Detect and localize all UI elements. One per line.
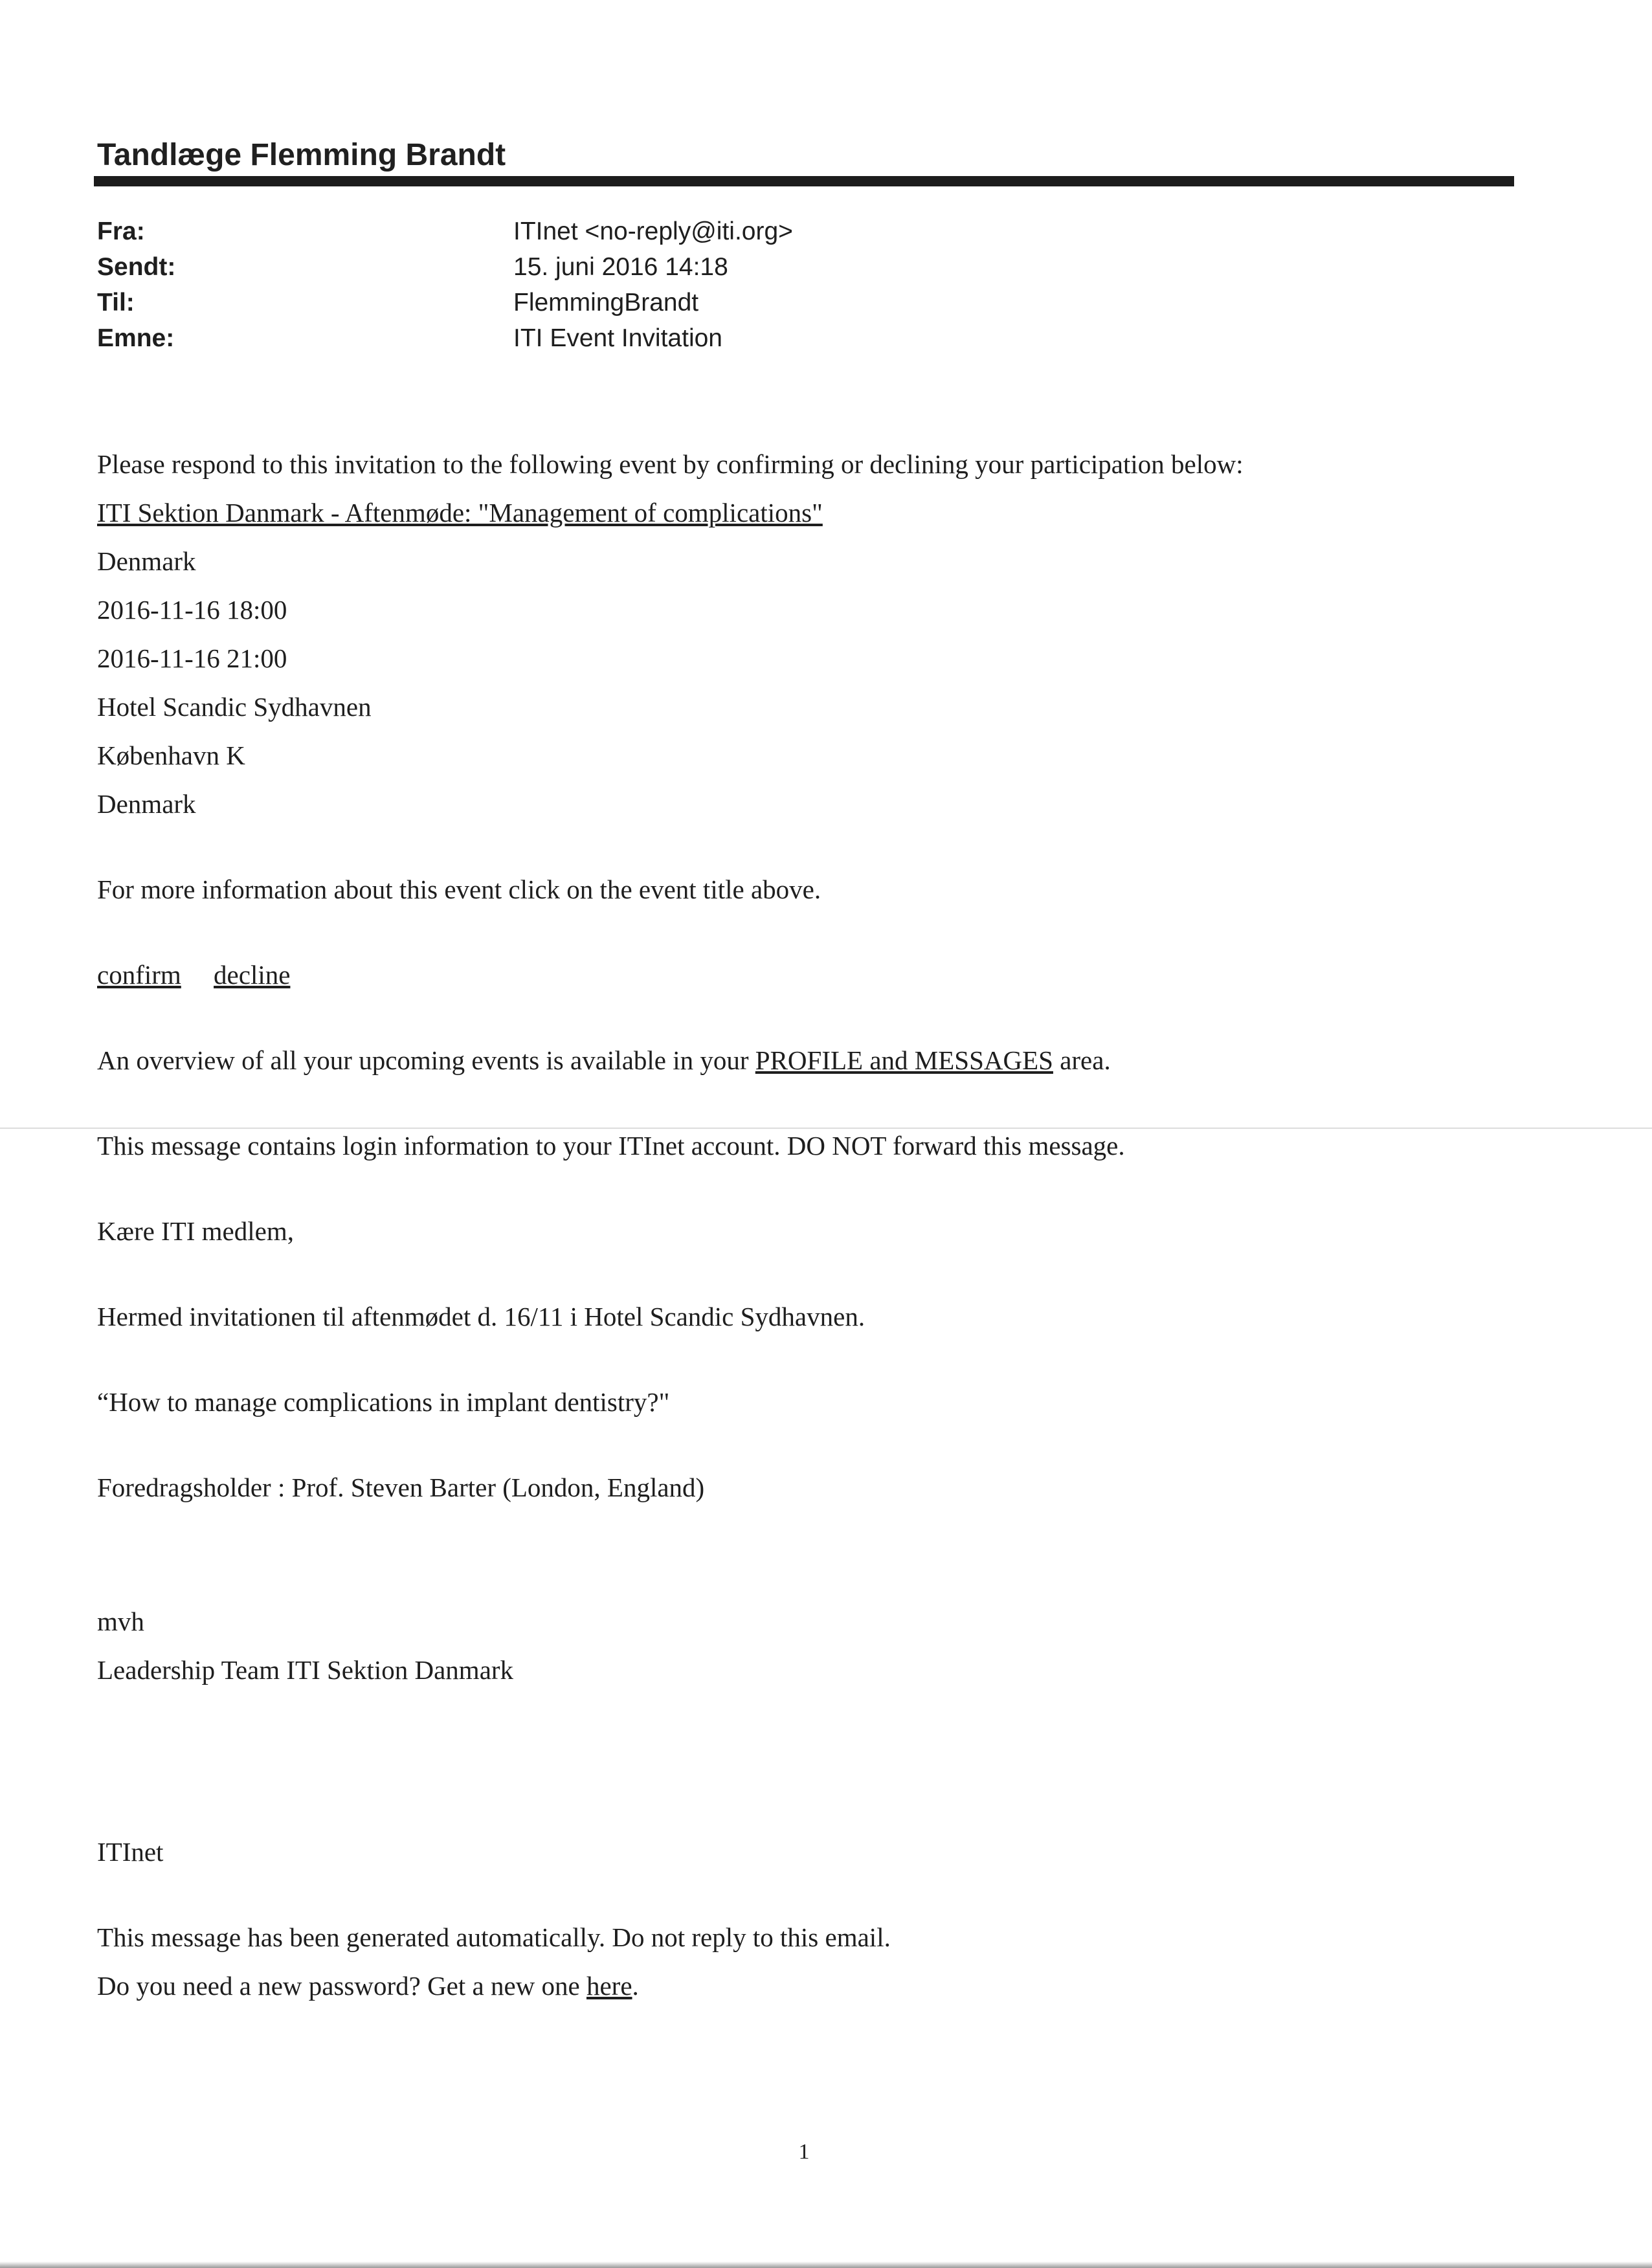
subject-value: ITI Event Invitation — [513, 324, 722, 352]
sent-label: Sendt: — [97, 253, 176, 281]
talk-title: “How to manage complications in implant dentistry?" — [97, 1387, 670, 1417]
rsvp-actions — [97, 951, 1521, 999]
header-to-row — [97, 285, 1327, 320]
profile-messages-link[interactable]: PROFILE and MESSAGES — [755, 1045, 1053, 1075]
signature: Leadership Team ITI Sektion Danmark — [97, 1655, 514, 1685]
event-country: Denmark — [97, 546, 196, 576]
paper-fold-line — [0, 1128, 1652, 1129]
auto-notice: This message has been generated automatically. Do not reply to this email. — [97, 1922, 891, 1952]
email-header-block — [97, 214, 1327, 356]
login-notice: This message contains login information to your ITInet account. DO NOT forward this message. — [97, 1131, 1125, 1161]
sent-value: 15. juni 2016 14:18 — [513, 253, 728, 281]
intro-text: Please respond to this invitation to the following event by confirming or declining your participation below: — [97, 449, 1244, 479]
header-from-row — [97, 214, 1327, 249]
password-after: . — [632, 1971, 639, 2001]
overview-text — [97, 1036, 1521, 1085]
event-city: København K — [97, 740, 245, 770]
from-value: ITInet <no-reply@iti.org> — [513, 217, 793, 245]
confirm-link[interactable]: confirm — [97, 960, 181, 990]
to-label: Til: — [97, 289, 135, 317]
from-label: Fra: — [97, 217, 145, 245]
invitation-text: Hermed invitationen til aftenmødet d. 16/11 i Hotel Scandic Sydhavnen. — [97, 1302, 865, 1331]
header-divider — [94, 176, 1514, 186]
subject-label: Emne: — [97, 324, 175, 352]
venue-country: Denmark — [97, 789, 196, 819]
password-text — [97, 1962, 1521, 2010]
overview-before: An overview of all your upcoming events is available in your — [97, 1045, 755, 1075]
header-sent-row — [97, 249, 1327, 285]
overview-after: area. — [1053, 1045, 1111, 1075]
to-value: FlemmingBrandt — [513, 289, 699, 317]
event-title-link[interactable]: ITI Sektion Danmark - Aftenmøde: "Management of complications" — [97, 498, 823, 528]
header-subject-row — [97, 320, 1327, 356]
password-before: Do you need a new password? Get a new one — [97, 1971, 586, 2001]
speaker: Foredragsholder : Prof. Steven Barter (London, England) — [97, 1473, 705, 1502]
event-venue: Hotel Scandic Sydhavnen — [97, 692, 372, 722]
page-number: 1 — [798, 2140, 810, 2164]
greeting: Kære ITI medlem, — [97, 1216, 294, 1246]
email-body — [97, 440, 1521, 2010]
password-here-link[interactable]: here — [586, 1971, 632, 2001]
closing: mvh — [97, 1606, 144, 1636]
event-start: 2016-11-16 18:00 — [97, 595, 287, 625]
system-name: ITInet — [97, 1837, 164, 1867]
event-end: 2016-11-16 21:00 — [97, 643, 287, 673]
more-info-text: For more information about this event click on the event title above. — [97, 874, 821, 904]
decline-link[interactable]: decline — [214, 960, 291, 990]
sender-name: Tandlæge Flemming Brandt — [97, 138, 506, 172]
scan-edge — [0, 2262, 1652, 2268]
